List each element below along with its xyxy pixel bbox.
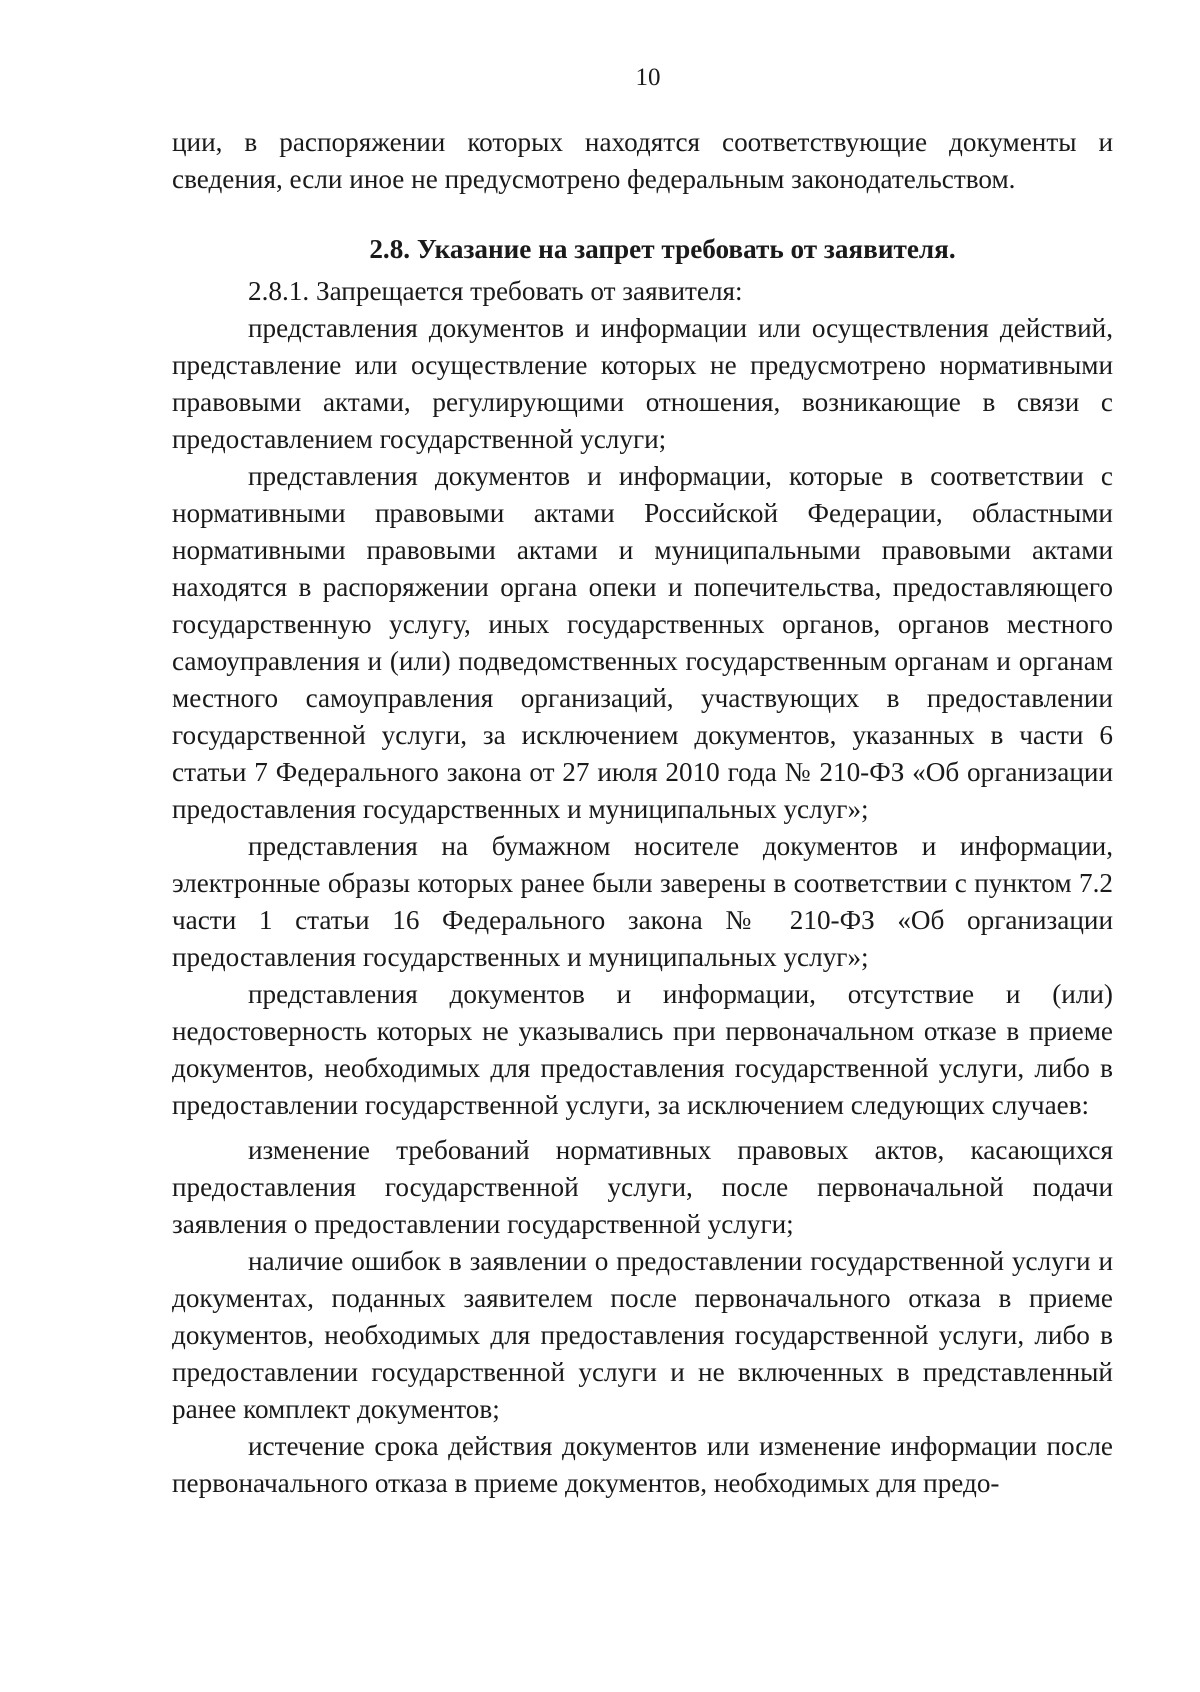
prohibition-item-4: представления документов и информации, отсутствие и (или) недостоверность которых не указывались при первоначальном отказе в приеме документов, необходимых для предоставления государственной услуги, либо в предоставлении государственной услуги, за исключением следующих случаев:: [172, 979, 1113, 1120]
exception-case-1: изменение требований нормативных правовых актов, касающихся предоставления государственной услуги, после первоначальной подачи заявления о предоставлении государственной услуги;: [172, 1135, 1113, 1239]
exception-case-2: наличие ошибок в заявлении о предоставлении государственной услуги и документах, поданных заявителем после первоначального отказа в приеме документов, необходимых для предоставления государственной услуги, либо в предоставлении государственной услуги и не включенных в представленный ранее комплект документов;: [172, 1246, 1113, 1424]
continuation-paragraph: ции, в распоряжении которых находятся соответствующие документы и сведения, если иное не предусмотрено федеральным законодательством.: [172, 127, 1113, 194]
document-body: [172, 124, 1113, 1502]
clause-intro: 2.8.1. Запрещается требовать от заявителя:: [248, 276, 743, 306]
prohibition-item-2: представления документов и информации, которые в соответствии с нормативными правовыми актами Российской Федерации, областными нормативными правовыми актами и муниципальными правовыми актами находятся в распоряжении органа опеки и попечительства, предоставляющего государственную услугу, иных государственных органов, органов местного самоуправления и (или) подведомственных государственным органам и органам местного самоуправления организаций, участвующих в предоставлении государственной услуги, за исключением документов, указанных в части 6 статьи 7 Федерального закона от 27 июля 2010 года № 210-ФЗ «Об организации предоставления государственных и муниципальных услуг»;: [172, 461, 1113, 824]
page-number: 10: [635, 64, 661, 91]
prohibition-item-1: представления документов и информации или осуществления действий, представление или осуществление которых не предусмотрено нормативными правовыми актами, регулирующими отношения, возникающие в связи с предоставлением государственной услуги;: [172, 313, 1113, 454]
exception-case-3: истечение срока действия документов или изменение информации после первоначального отказа в приеме документов, необходимых для предо-: [172, 1431, 1113, 1498]
prohibition-item-3: представления на бумажном носителе документов и информации, электронные образы которых ранее были заверены в соответствии с пунктом 7.2 части 1 статьи 16 Федерального закона № 210-ФЗ «Об организации предоставления государственных и муниципальных услуг»;: [172, 831, 1113, 972]
spacer: [172, 1124, 1113, 1132]
section-heading: 2.8. Указание на запрет требовать от заявителя.: [369, 234, 956, 264]
